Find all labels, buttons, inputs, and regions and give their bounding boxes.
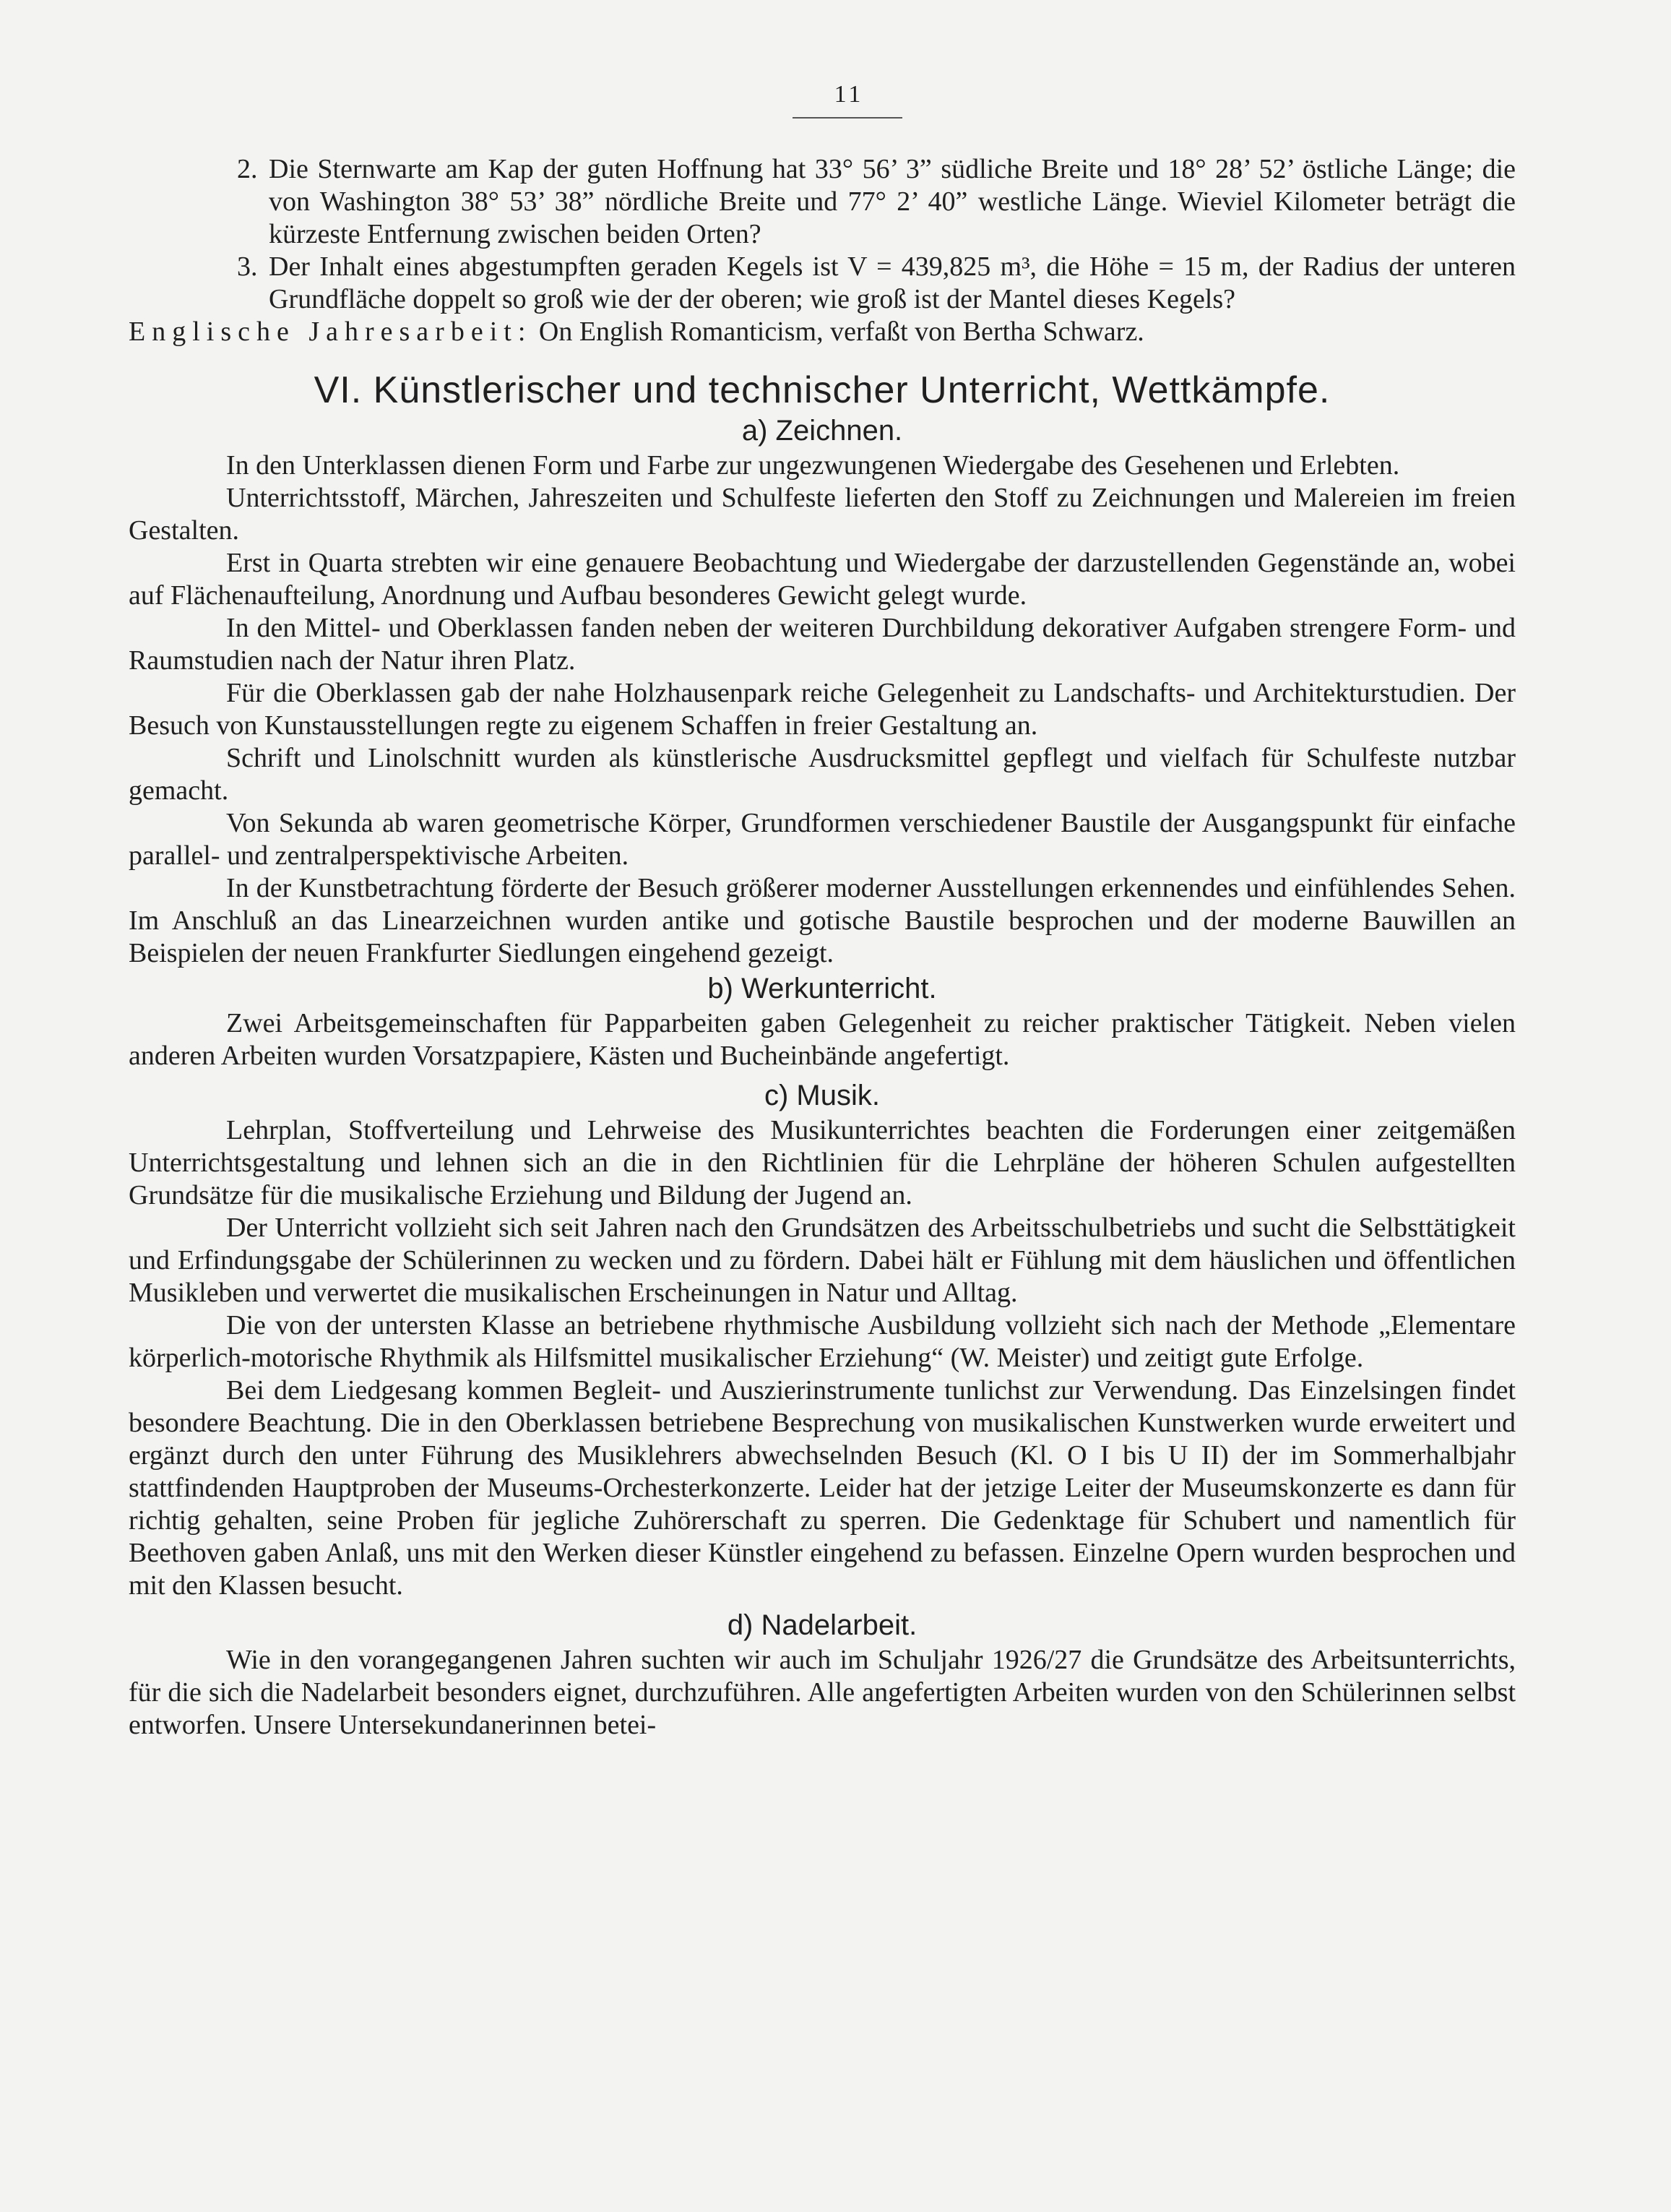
paragraph: In der Kunstbetrachtung förderte der Besuch größerer moderner Ausstellungen erkennendes und einfühlendes Sehen. Im Anschluß an das Linearzeichnen wurden antike und gotische Baustile besprochen und der moderne Bauwillen an Beispielen der neuen Frankfurter Siedlungen eingehend gezeigt.: [129, 873, 1516, 968]
heading-musik: c) Musik.: [764, 1080, 880, 1111]
paragraph: Bei dem Liedgesang kommen Begleit- und Auszierinstrumente tunlichst zur Verwendung. Das Einzelsingen findet besondere Beachtung. Die in den Oberklassen betriebene Besprechung von musikalischen Kunstwerken wurde erweitert und ergänzt durch den unter Führung des Musiklehrers abwechselnden Besuch (Kl. O I bis U II) der im Sommerhalbjahr stattfindenden Hauptproben der Museums-Orchesterkonzerte. Leider hat der jetzige Leiter der Museumskonzerte es dann für richtig gehalten, seine Proben für jegliche Zuhörerschaft zu sperren. Die Gedenktage für Schubert und namentlich für Beethoven gaben Anlaß, uns mit den Werken dieser Künstler eingehend zu befassen. Einzelne Opern wurden besprochen und mit den Klassen besucht.: [129, 1375, 1516, 1601]
paragraph: Der Unterricht vollzieht sich seit Jahren nach den Grundsätzen des Arbeitsschulbetriebs und sucht die Selbsttätigkeit und Erfindungsgabe der Schülerinnen zu wecken und zu fördern. Dabei hält er Fühlung mit dem häuslichen und öffentlichen Musikleben und verwertet die musikalischen Erscheinungen in Natur und Alltag.: [129, 1213, 1516, 1308]
english-work-text: On English Romanticism, verfaßt von Bertha Schwarz.: [538, 317, 1144, 347]
page-number-rule: [793, 117, 902, 119]
paragraph: Zwei Arbeitsgemeinschaften für Papparbeiten gaben Gelegenheit zu reicher praktischer Tätigkeit. Neben vielen anderen Arbeiten wurden Vorsatzpapiere, Kästen und Bucheinbände angefertigt.: [129, 1008, 1516, 1071]
heading-zeichnen: a) Zeichnen.: [741, 415, 903, 447]
paragraph: Erst in Quarta strebten wir eine genauere Beobachtung und Wiedergabe der darzustellenden Gegenstände an, wobei auf Flächenaufteilung, Anordnung und Aufbau besonderes Gewicht gelegt wurde.: [129, 548, 1516, 611]
problem-text: Der Inhalt eines abgestumpften geraden Kegels ist V = 439,825 m³, die Höhe = 15 m, der Radius der unteren Grundfläche doppelt so groß wie der der oberen; wie groß ist der Mantel dieses Kegels?: [269, 251, 1516, 314]
page-number: 11: [834, 81, 864, 108]
paragraph: Für die Oberklassen gab der nahe Holzhausenpark reiche Gelegenheit zu Landschafts- und Architekturstudien. Der Besuch von Kunstausstellungen regte zu eigenem Schaffen in freier Gestaltung an.: [129, 678, 1516, 741]
paragraph: In den Unterklassen dienen Form und Farbe zur ungezwungenen Wiedergabe des Gesehenen und Erlebten.: [226, 450, 1400, 481]
paragraph: Unterrichtsstoff, Märchen, Jahreszeiten und Schulfeste lieferten den Stoff zu Zeichnungen und Malereien im freien Gestalten.: [129, 483, 1516, 546]
problem-text: Die Sternwarte am Kap der guten Hoffnung hat 33° 56’ 3” südliche Breite und 18° 28’ 52’ östliche Länge; die von Washington 38° 53’ 38” nördliche Breite und 77° 2’ 40” westliche Länge. Wieviel Kilometer beträgt die kürzeste Entfernung zwischen beiden Orten?: [269, 154, 1516, 249]
section-title: VI. Künstlerischer und technischer Unterricht, Wettkämpfe.: [314, 369, 1331, 411]
paragraph: Schrift und Linolschnitt wurden als künstlerische Ausdrucksmittel gepflegt und vielfach für Schulfeste nutzbar gemacht.: [129, 743, 1516, 806]
paragraph: Die von der untersten Klasse an betriebene rhythmische Ausbildung vollzieht sich nach der Methode „Elementare körperlich-motorische Rhythmik als Hilfsmittel musikalischer Erziehung“ (W. Meister) und zeitigt gute Erfolge.: [129, 1310, 1516, 1373]
english-work-line: [129, 316, 1516, 348]
problem-number: 2.: [237, 154, 258, 184]
page-content: [129, 153, 1516, 1742]
problem-item: [129, 153, 1516, 251]
paragraph: Lehrplan, Stoffverteilung und Lehrweise des Musikunterrichtes beachten die Forderungen einer zeitgemäßen Unterrichtsgestaltung und lehnen sich an die in den Richtlinien für die Lehrpläne der höheren Schulen aufgestellten Grundsätze für die musikalische Erziehung und Bildung der Jugend an.: [129, 1115, 1516, 1210]
paragraph: In den Mittel- und Oberklassen fanden neben der weiteren Durchbildung dekorativer Aufgaben strengere Form- und Raumstudien nach der Natur ihren Platz.: [129, 613, 1516, 676]
problem-number: 3.: [237, 251, 258, 282]
problem-item: [129, 251, 1516, 316]
heading-werkunterricht: b) Werkunterricht.: [707, 973, 937, 1004]
heading-nadelarbeit: d) Nadelarbeit.: [727, 1609, 917, 1641]
paragraph: Wie in den vorangegangenen Jahren suchten wir auch im Schuljahr 1926/27 die Grundsätze des Arbeitsunterrichts, für die sich die Nadelarbeit besonders eignet, durchzuführen. Alle angefertigten Arbeiten wurden von den Schülerinnen selbst entworfen. Unsere Untersekundanerinnen betei-: [129, 1645, 1516, 1740]
english-work-label: Englische Jahresarbeit:: [129, 317, 532, 347]
paragraph: Von Sekunda ab waren geometrische Körper, Grundformen verschiedener Baustile der Ausgangspunkt für einfache parallel- und zentralperspektivische Arbeiten.: [129, 808, 1516, 871]
